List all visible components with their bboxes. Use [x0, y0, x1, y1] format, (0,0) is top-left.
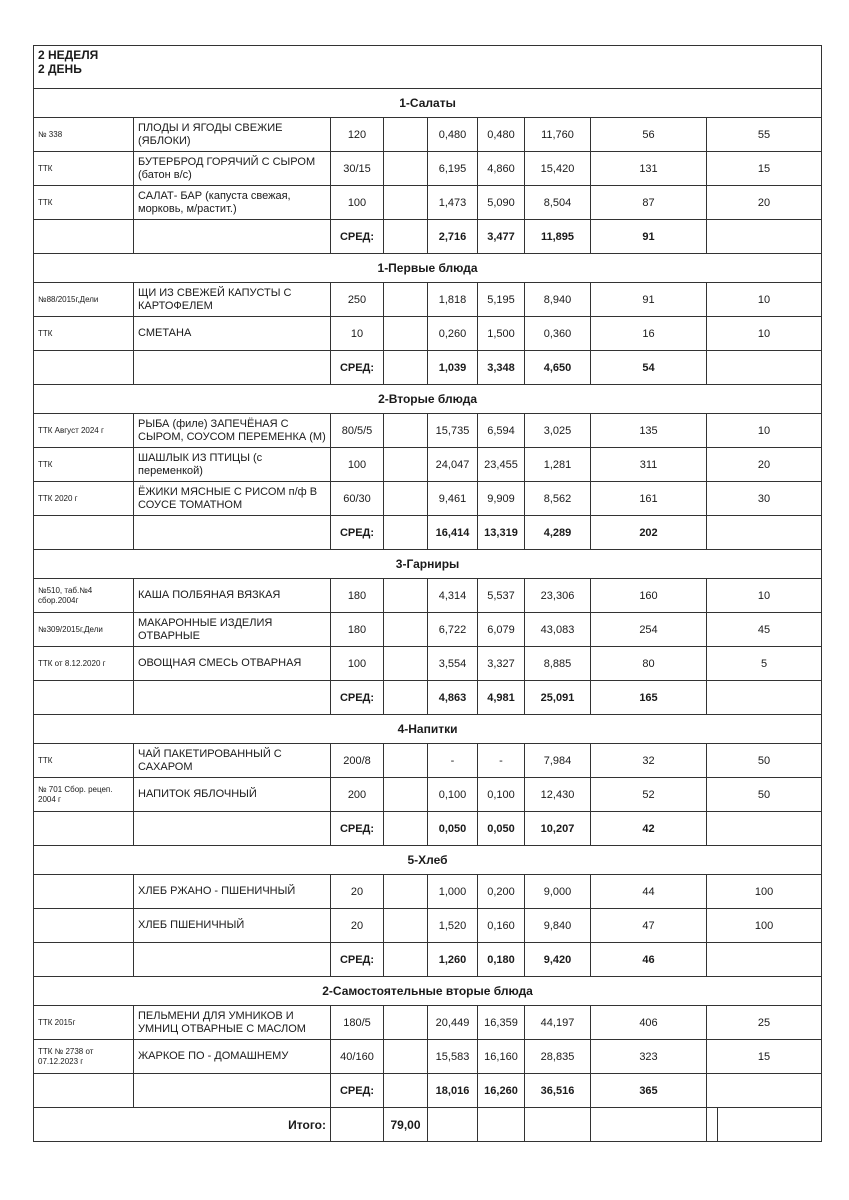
proteins: 15,583: [428, 1040, 478, 1074]
dish-name: ХЛЕБ ПШЕНИЧНЫЙ: [134, 909, 331, 943]
portion: 20: [331, 875, 384, 909]
empty-cell: [384, 1074, 428, 1108]
fats: 0,160: [478, 909, 525, 943]
proteins: 24,047: [428, 448, 478, 482]
recipe-code: № 338: [34, 118, 134, 152]
fats: 5,195: [478, 283, 525, 317]
empty-cell: [134, 1074, 331, 1108]
carbs: 8,504: [525, 186, 591, 220]
avg-carbs: 25,091: [525, 681, 591, 715]
proteins: 9,461: [428, 482, 478, 516]
recipe-code: ТТК: [34, 186, 134, 220]
calories: 406: [591, 1006, 707, 1040]
calories: 254: [591, 613, 707, 647]
portion: 10: [331, 317, 384, 351]
menu-table: [33, 45, 822, 1142]
average-label: СРЕД:: [331, 812, 384, 846]
portion: 100: [331, 647, 384, 681]
table-row: [34, 152, 822, 186]
average-label: СРЕД:: [331, 1074, 384, 1108]
empty-cell: [707, 220, 822, 254]
avg-carbs: 9,420: [525, 943, 591, 977]
average-row: [34, 943, 822, 977]
extra-value: 15: [707, 1040, 822, 1074]
section-title: 1-Салаты: [34, 89, 822, 118]
price: [384, 909, 428, 943]
table-row: [34, 647, 822, 681]
dish-name: ЧАЙ ПАКЕТИРОВАННЫЙ С САХАРОМ: [134, 744, 331, 778]
portion: 40/160: [331, 1040, 384, 1074]
table-row: [34, 317, 822, 351]
dish-name: ЖАРКОЕ ПО - ДОМАШНЕМУ: [134, 1040, 331, 1074]
average-label: СРЕД:: [331, 351, 384, 385]
avg-fats: 16,260: [478, 1074, 525, 1108]
dish-name: НАПИТОК ЯБЛОЧНЫЙ: [134, 778, 331, 812]
empty-cell: [384, 943, 428, 977]
portion: 30/15: [331, 152, 384, 186]
section-header: [34, 550, 822, 579]
carbs: 43,083: [525, 613, 591, 647]
table-row: [34, 579, 822, 613]
avg-calories: 202: [591, 516, 707, 550]
price: [384, 1006, 428, 1040]
extra-value: 10: [707, 283, 822, 317]
empty-cell: [134, 351, 331, 385]
avg-calories: 46: [591, 943, 707, 977]
dish-name: КАША ПОЛБЯНАЯ ВЯЗКАЯ: [134, 579, 331, 613]
empty-cell: [478, 1108, 525, 1142]
table-row: [34, 414, 822, 448]
avg-fats: 13,319: [478, 516, 525, 550]
avg-carbs: 36,516: [525, 1074, 591, 1108]
extra-value: 50: [707, 778, 822, 812]
empty-cell: [331, 1108, 384, 1142]
table-row: [34, 1040, 822, 1074]
calories: 91: [591, 283, 707, 317]
avg-calories: 365: [591, 1074, 707, 1108]
week-label: 2 НЕДЕЛЯ: [38, 48, 99, 62]
empty-cell: [34, 220, 134, 254]
calories: 16: [591, 317, 707, 351]
average-row: [34, 220, 822, 254]
proteins: 1,473: [428, 186, 478, 220]
fats: 0,100: [478, 778, 525, 812]
portion: 60/30: [331, 482, 384, 516]
portion: 200: [331, 778, 384, 812]
section-header: [34, 254, 822, 283]
carbs: 23,306: [525, 579, 591, 613]
section-header: [34, 385, 822, 414]
section-title: 4-Напитки: [34, 715, 822, 744]
proteins: 6,722: [428, 613, 478, 647]
empty-cell: [707, 1074, 822, 1108]
price: [384, 613, 428, 647]
recipe-code: №88/2015г,Дели: [34, 283, 134, 317]
fats: 4,860: [478, 152, 525, 186]
empty-cell: [134, 681, 331, 715]
avg-proteins: 0,050: [428, 812, 478, 846]
recipe-code: № 701 Сбор. рецеп. 2004 г: [34, 778, 134, 812]
extra-value: 55: [707, 118, 822, 152]
extra-value: 100: [707, 875, 822, 909]
recipe-code: [34, 909, 134, 943]
avg-proteins: 1,260: [428, 943, 478, 977]
section-header: [34, 846, 822, 875]
dish-name: САЛАТ- БАР (капуста свежая, морковь, м/растит.): [134, 186, 331, 220]
empty-cell: [707, 351, 822, 385]
average-row: [34, 812, 822, 846]
calories: 311: [591, 448, 707, 482]
dish-name: СМЕТАНА: [134, 317, 331, 351]
header-row: [34, 46, 822, 89]
extra-value: 25: [707, 1006, 822, 1040]
extra-value: 45: [707, 613, 822, 647]
total-price: 79,00: [384, 1108, 428, 1142]
empty-cell: [34, 351, 134, 385]
empty-cell: [384, 681, 428, 715]
extra-value: 15: [707, 152, 822, 186]
extra-value: 10: [707, 317, 822, 351]
table-row: [34, 283, 822, 317]
proteins: 4,314: [428, 579, 478, 613]
average-label: СРЕД:: [331, 943, 384, 977]
portion: 20: [331, 909, 384, 943]
price: [384, 1040, 428, 1074]
recipe-code: ТТК: [34, 744, 134, 778]
calories: 32: [591, 744, 707, 778]
price: [384, 118, 428, 152]
portion: 180/5: [331, 1006, 384, 1040]
empty-cell: [707, 516, 822, 550]
empty-cell: [384, 220, 428, 254]
calories: 87: [591, 186, 707, 220]
recipe-code: ТТК 2020 г: [34, 482, 134, 516]
average-label: СРЕД:: [331, 516, 384, 550]
recipe-code: ТТК: [34, 448, 134, 482]
empty-cell: [134, 812, 331, 846]
empty-cell: [707, 1108, 822, 1142]
table-row: [34, 482, 822, 516]
empty-cell: [34, 1074, 134, 1108]
dish-name: МАКАРОННЫЕ ИЗДЕЛИЯ ОТВАРНЫЕ: [134, 613, 331, 647]
section-title: 1-Первые блюда: [34, 254, 822, 283]
price: [384, 152, 428, 186]
recipe-code: №510, таб.№4 сбор.2004г: [34, 579, 134, 613]
proteins: 15,735: [428, 414, 478, 448]
extra-value: 20: [707, 186, 822, 220]
empty-cell: [134, 220, 331, 254]
recipe-code: №309/2015г,Дели: [34, 613, 134, 647]
proteins: 20,449: [428, 1006, 478, 1040]
avg-proteins: 16,414: [428, 516, 478, 550]
price: [384, 414, 428, 448]
carbs: 28,835: [525, 1040, 591, 1074]
price: [384, 778, 428, 812]
proteins: 0,480: [428, 118, 478, 152]
calories: 161: [591, 482, 707, 516]
average-label: СРЕД:: [331, 681, 384, 715]
avg-fats: 0,180: [478, 943, 525, 977]
avg-carbs: 11,895: [525, 220, 591, 254]
price: [384, 283, 428, 317]
carbs: 12,430: [525, 778, 591, 812]
table-row: [34, 744, 822, 778]
carbs: 8,562: [525, 482, 591, 516]
fats: 6,594: [478, 414, 525, 448]
empty-cell: [384, 516, 428, 550]
avg-fats: 4,981: [478, 681, 525, 715]
carbs: 0,360: [525, 317, 591, 351]
empty-cell: [34, 943, 134, 977]
calories: 323: [591, 1040, 707, 1074]
portion: 250: [331, 283, 384, 317]
avg-proteins: 18,016: [428, 1074, 478, 1108]
average-row: [34, 516, 822, 550]
carbs: 9,000: [525, 875, 591, 909]
fats: 16,160: [478, 1040, 525, 1074]
proteins: 6,195: [428, 152, 478, 186]
table-row: [34, 1006, 822, 1040]
empty-cell: [707, 812, 822, 846]
avg-calories: 54: [591, 351, 707, 385]
price: [384, 875, 428, 909]
empty-cell: [591, 1108, 707, 1142]
avg-proteins: 1,039: [428, 351, 478, 385]
recipe-code: ТТК от 8.12.2020 г: [34, 647, 134, 681]
day-label: 2 ДЕНЬ: [38, 62, 82, 76]
fats: 16,359: [478, 1006, 525, 1040]
empty-cell: [34, 681, 134, 715]
extra-value: 50: [707, 744, 822, 778]
portion: 80/5/5: [331, 414, 384, 448]
cell-divider: [717, 1108, 718, 1141]
calories: 56: [591, 118, 707, 152]
portion: 120: [331, 118, 384, 152]
carbs: 3,025: [525, 414, 591, 448]
fats: 3,327: [478, 647, 525, 681]
portion: 180: [331, 579, 384, 613]
fats: 5,537: [478, 579, 525, 613]
avg-proteins: 4,863: [428, 681, 478, 715]
extra-value: 10: [707, 414, 822, 448]
empty-cell: [384, 812, 428, 846]
avg-calories: 91: [591, 220, 707, 254]
recipe-code: [34, 875, 134, 909]
total-label: Итого:: [34, 1108, 331, 1142]
section-title: 3-Гарниры: [34, 550, 822, 579]
dish-name: РЫБА (филе) ЗАПЕЧЁНАЯ С СЫРОМ, СОУСОМ ПЕРЕМЕНКА (М): [134, 414, 331, 448]
section-title: 2-Вторые блюда: [34, 385, 822, 414]
price: [384, 744, 428, 778]
empty-cell: [707, 681, 822, 715]
carbs: 11,760: [525, 118, 591, 152]
proteins: 1,000: [428, 875, 478, 909]
proteins: 3,554: [428, 647, 478, 681]
empty-cell: [525, 1108, 591, 1142]
avg-calories: 42: [591, 812, 707, 846]
calories: 52: [591, 778, 707, 812]
empty-cell: [34, 516, 134, 550]
avg-fats: 3,348: [478, 351, 525, 385]
carbs: 8,940: [525, 283, 591, 317]
empty-cell: [134, 943, 331, 977]
avg-carbs: 4,650: [525, 351, 591, 385]
section-title: 5-Хлеб: [34, 846, 822, 875]
avg-calories: 165: [591, 681, 707, 715]
extra-value: 30: [707, 482, 822, 516]
average-row: [34, 351, 822, 385]
price: [384, 579, 428, 613]
empty-cell: [707, 943, 822, 977]
price: [384, 186, 428, 220]
dish-name: ПЕЛЬМЕНИ ДЛЯ УМНИКОВ И УМНИЦ ОТВАРНЫЕ С МАСЛОМ: [134, 1006, 331, 1040]
portion: 100: [331, 186, 384, 220]
dish-name: ХЛЕБ РЖАНО - ПШЕНИЧНЫЙ: [134, 875, 331, 909]
recipe-code: ТТК 2015г: [34, 1006, 134, 1040]
header-cell: [34, 46, 822, 89]
proteins: 0,100: [428, 778, 478, 812]
proteins: -: [428, 744, 478, 778]
avg-proteins: 2,716: [428, 220, 478, 254]
avg-fats: 3,477: [478, 220, 525, 254]
portion: 180: [331, 613, 384, 647]
dish-name: ЩИ ИЗ СВЕЖЕЙ КАПУСТЫ С КАРТОФЕЛЕМ: [134, 283, 331, 317]
fats: -: [478, 744, 525, 778]
table-row: [34, 778, 822, 812]
recipe-code: ТТК № 2738 от 07.12.2023 г: [34, 1040, 134, 1074]
avg-fats: 0,050: [478, 812, 525, 846]
section-header: [34, 715, 822, 744]
empty-cell: [384, 351, 428, 385]
fats: 6,079: [478, 613, 525, 647]
calories: 47: [591, 909, 707, 943]
average-label: СРЕД:: [331, 220, 384, 254]
fats: 1,500: [478, 317, 525, 351]
dish-name: ОВОЩНАЯ СМЕСЬ ОТВАРНАЯ: [134, 647, 331, 681]
dish-name: ШАШЛЫК ИЗ ПТИЦЫ (с переменкой): [134, 448, 331, 482]
carbs: 1,281: [525, 448, 591, 482]
section-header: [34, 89, 822, 118]
calories: 160: [591, 579, 707, 613]
section-header: [34, 977, 822, 1006]
total-row: [34, 1108, 822, 1142]
empty-cell: [134, 516, 331, 550]
proteins: 0,260: [428, 317, 478, 351]
extra-value: 20: [707, 448, 822, 482]
recipe-code: ТТК: [34, 152, 134, 186]
table-row: [34, 909, 822, 943]
empty-cell: [428, 1108, 478, 1142]
fats: 5,090: [478, 186, 525, 220]
average-row: [34, 1074, 822, 1108]
dish-name: БУТЕРБРОД ГОРЯЧИЙ С СЫРОМ (батон в/с): [134, 152, 331, 186]
carbs: 7,984: [525, 744, 591, 778]
extra-value: 100: [707, 909, 822, 943]
calories: 80: [591, 647, 707, 681]
proteins: 1,520: [428, 909, 478, 943]
extra-value: 5: [707, 647, 822, 681]
section-title: 2-Самостоятельные вторые блюда: [34, 977, 822, 1006]
fats: 23,455: [478, 448, 525, 482]
table-row: [34, 186, 822, 220]
fats: 0,480: [478, 118, 525, 152]
table-row: [34, 613, 822, 647]
carbs: 15,420: [525, 152, 591, 186]
dish-name: ПЛОДЫ И ЯГОДЫ СВЕЖИЕ (ЯБЛОКИ): [134, 118, 331, 152]
table-row: [34, 875, 822, 909]
recipe-code: ТТК: [34, 317, 134, 351]
price: [384, 647, 428, 681]
calories: 131: [591, 152, 707, 186]
table-row: [34, 118, 822, 152]
fats: 9,909: [478, 482, 525, 516]
price: [384, 317, 428, 351]
fats: 0,200: [478, 875, 525, 909]
calories: 135: [591, 414, 707, 448]
average-row: [34, 681, 822, 715]
proteins: 1,818: [428, 283, 478, 317]
extra-value: 10: [707, 579, 822, 613]
recipe-code: ТТК Август 2024 г: [34, 414, 134, 448]
portion: 200/8: [331, 744, 384, 778]
carbs: 9,840: [525, 909, 591, 943]
carbs: 44,197: [525, 1006, 591, 1040]
carbs: 8,885: [525, 647, 591, 681]
dish-name: ЁЖИКИ МЯСНЫЕ С РИСОМ п/ф В СОУСЕ ТОМАТНОМ: [134, 482, 331, 516]
price: [384, 482, 428, 516]
table-row: [34, 448, 822, 482]
portion: 100: [331, 448, 384, 482]
avg-carbs: 10,207: [525, 812, 591, 846]
empty-cell: [34, 812, 134, 846]
calories: 44: [591, 875, 707, 909]
price: [384, 448, 428, 482]
avg-carbs: 4,289: [525, 516, 591, 550]
